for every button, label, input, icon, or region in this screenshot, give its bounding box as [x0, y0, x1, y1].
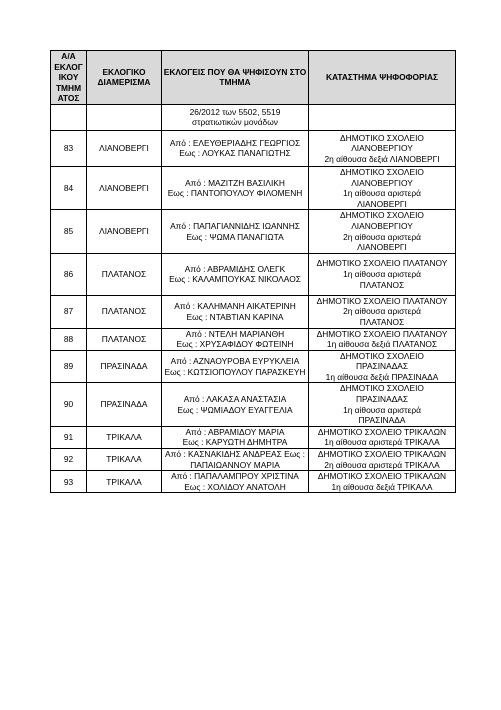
cell-district: ΛΙΑΝΟΒΕΡΓΙ	[87, 130, 162, 166]
cell-station: ΔΗΜΟΤΙΚΟ ΣΧΟΛΕΙΟ ΤΡΙΚΑΛΩΝ 2η αίθουσα αριστερά ΤΡΙΚΑΛΑ	[309, 449, 456, 471]
cell-station	[309, 104, 456, 130]
cell-voters: Από : ΛΑΚΑΣΑ ΑΝΑΣΤΑΣΙΑ Εως : ΨΩΜΙΑΔΟΥ ΕΥΑΓΓΕΛΙΑ	[162, 383, 309, 426]
cell-station: ΔΗΜΟΤΙΚΟ ΣΧΟΛΕΙΟ ΠΛΑΤΑΝΟΥ 1η αίθουσα αριστερά ΠΛΑΤΑΝΟΣ	[309, 253, 456, 295]
cell-district: ΛΙΑΝΟΒΕΡΓΙ	[87, 210, 162, 253]
cell-station: ΔΗΜΟΤΙΚΟ ΣΧΟΛΕΙΟ ΠΡΑΣΙΝΑΔΑΣ 1η αίθουσα δεξιά ΠΡΑΣΙΝΑΔΑ	[309, 350, 456, 383]
cell-aa: 87	[51, 295, 87, 328]
table-row	[51, 130, 456, 166]
header-voters: ΕΚΛΟΓΕΙΣ ΠΟΥ ΘΑ ΨΗΦΙΣΟΥΝ ΣΤΟ ΤΜΗΜΑ	[162, 51, 309, 105]
cell-aa: 89	[51, 350, 87, 383]
cell-district: ΠΛΑΤΑΝΟΣ	[87, 328, 162, 350]
table-header-row	[51, 51, 456, 105]
table-row	[51, 253, 456, 295]
cell-station: ΔΗΜΟΤΙΚΟ ΣΧΟΛΕΙΟ ΛΙΑΝΟΒΕΡΓΙΟΥ 1η αίθουσα αριστερά ΛΙΑΝΟΒΕΡΓΙ	[309, 166, 456, 209]
cell-aa: 88	[51, 328, 87, 350]
cell-district: ΠΛΑΤΑΝΟΣ	[87, 295, 162, 328]
cell-district	[87, 104, 162, 130]
cell-district: ΠΡΑΣΙΝΑΔΑ	[87, 383, 162, 426]
cell-voters: Από : ΚΑΛΗΜΑΝΗ ΑΙΚΑΤΕΡΙΝΗ Εως : ΝΤΑΒΤΙΑΝ ΚΑΡΙΝΑ	[162, 295, 309, 328]
cell-aa: 85	[51, 210, 87, 253]
table-row	[51, 350, 456, 383]
cell-district: ΤΡΙΚΑΛΑ	[87, 426, 162, 448]
table-row	[51, 383, 456, 426]
cell-voters: Από : ΝΤΕΛΗ ΜΑΡΙΑΝΘΗ Εως : ΧΡΥΣΑΦΙΔΟΥ ΦΩΤΕΙΝΗ	[162, 328, 309, 350]
cell-aa: 84	[51, 166, 87, 209]
cell-aa	[51, 104, 87, 130]
cell-voters: Από : ΠΑΠΑΓΙΑΝΝΙΔΗΣ ΙΩΑΝΝΗΣ Εως : ΨΩΜΑ ΠΑΝΑΓΙΩΤΑ	[162, 210, 309, 253]
cell-district: ΛΙΑΝΟΒΕΡΓΙ	[87, 166, 162, 209]
header-aa: Α/Α ΕΚΛΟΓ ΙΚΟΥ ΤΜΗΜ ΑΤΟΣ	[51, 51, 87, 105]
table-row	[51, 471, 456, 493]
cell-district: ΤΡΙΚΑΛΑ	[87, 449, 162, 471]
table-row	[51, 210, 456, 253]
cell-station: ΔΗΜΟΤΙΚΟ ΣΧΟΛΕΙΟ ΤΡΙΚΑΛΩΝ 1η αίθουσα δεξιά ΤΡΙΚΑΛΑ	[309, 471, 456, 493]
table-row	[51, 449, 456, 471]
cell-aa: 91	[51, 426, 87, 448]
cell-voters: Από : ΜΑΖΙΤΖΗ ΒΑΣΙΛΙΚΗ Εως : ΠΑΝΤΟΠΟΥΛΟΥ ΦΙΛΟΜΕΝΗ	[162, 166, 309, 209]
cell-aa: 93	[51, 471, 87, 493]
cell-station: ΔΗΜΟΤΙΚΟ ΣΧΟΛΕΙΟ ΠΛΑΤΑΝΟΥ 2η αίθουσα αριστερά ΠΛΑΤΑΝΟΣ	[309, 295, 456, 328]
cell-aa: 92	[51, 449, 87, 471]
header-station: ΚΑΤΑΣΤΗΜΑ ΨΗΦΟΦΟΡΙΑΣ	[309, 51, 456, 105]
cell-station: ΔΗΜΟΤΙΚΟ ΣΧΟΛΕΙΟ ΠΛΑΤΑΝΟΥ 1η αίθουσα δεξιά ΠΛΑΤΑΝΟΣ	[309, 328, 456, 350]
cell-voters: Από : ΠΑΠΑΛΑΜΠΡΟΥ ΧΡΙΣΤΙΝΑ Εως : ΧΟΛΙΔΟΥ ΑΝΑΤΟΛΗ	[162, 471, 309, 493]
cell-aa: 86	[51, 253, 87, 295]
cell-voters: 26/2012 των 5502, 5519 στρατιωτικών μονάδων	[162, 104, 309, 130]
cell-station: ΔΗΜΟΤΙΚΟ ΣΧΟΛΕΙΟ ΠΡΑΣΙΝΑΔΑΣ 1η αίθουσα αριστερά ΠΡΑΣΙΝΑΔΑ	[309, 383, 456, 426]
cell-station: ΔΗΜΟΤΙΚΟ ΣΧΟΛΕΙΟ ΛΙΑΝΟΒΕΡΓΙΟΥ 2η αίθουσα δεξιά ΛΙΑΝΟΒΕΡΓΙ	[309, 130, 456, 166]
cell-district: ΠΛΑΤΑΝΟΣ	[87, 253, 162, 295]
table-row-continuation	[51, 104, 456, 130]
cell-station: ΔΗΜΟΤΙΚΟ ΣΧΟΛΕΙΟ ΤΡΙΚΑΛΩΝ 1η αίθουσα αριστερά ΤΡΙΚΑΛΑ	[309, 426, 456, 448]
cell-voters: Από : ΚΑΣΝΑΚΙΔΗΣ ΑΝΔΡΕΑΣ Εως : ΠΑΠΑΙΩΑΝΝΟΥ ΜΑΡΙΑ	[162, 449, 309, 471]
cell-voters: Από : ΑΒΡΑΜΙΔΗΣ ΟΛΕΓΚ Εως : ΚΑΛΑΜΠΟΥΚΑΣ ΝΙΚΟΛΑΟΣ	[162, 253, 309, 295]
cell-aa: 90	[51, 383, 87, 426]
cell-voters: Από : ΑΒΡΑΜΙΔΟΥ ΜΑΡΙΑ Εως : ΚΑΡΥΩΤΗ ΔΗΜΗΤΡΑ	[162, 426, 309, 448]
cell-district: ΠΡΑΣΙΝΑΔΑ	[87, 350, 162, 383]
table-row	[51, 426, 456, 448]
polling-stations-table	[50, 50, 456, 493]
table-row	[51, 166, 456, 209]
cell-voters: Από : ΑΖΝΑΟΥΡΟΒΑ ΕΥΡΥΚΛΕΙΑ Εως : ΚΩΤΣΙΟΠΟΥΛΟΥ ΠΑΡΑΣΚΕΥΗ	[162, 350, 309, 383]
cell-voters: Από : ΕΛΕΥΘΕΡΙΑΔΗΣ ΓΕΩΡΓΙΟΣ Εως : ΛΟΥΚΑΣ ΠΑΝΑΓΙΩΤΗΣ	[162, 130, 309, 166]
table-row	[51, 295, 456, 328]
header-district: ΕΚΛΟΓΙΚΟ ΔΙΑΜΕΡΙΣΜΑ	[87, 51, 162, 105]
cell-aa: 83	[51, 130, 87, 166]
table-row	[51, 328, 456, 350]
cell-station: ΔΗΜΟΤΙΚΟ ΣΧΟΛΕΙΟ ΛΙΑΝΟΒΕΡΓΙΟΥ 2η αίθουσα αριστερά ΛΙΑΝΟΒΕΡΓΙ	[309, 210, 456, 253]
cell-district: ΤΡΙΚΑΛΑ	[87, 471, 162, 493]
table-body	[51, 104, 456, 492]
